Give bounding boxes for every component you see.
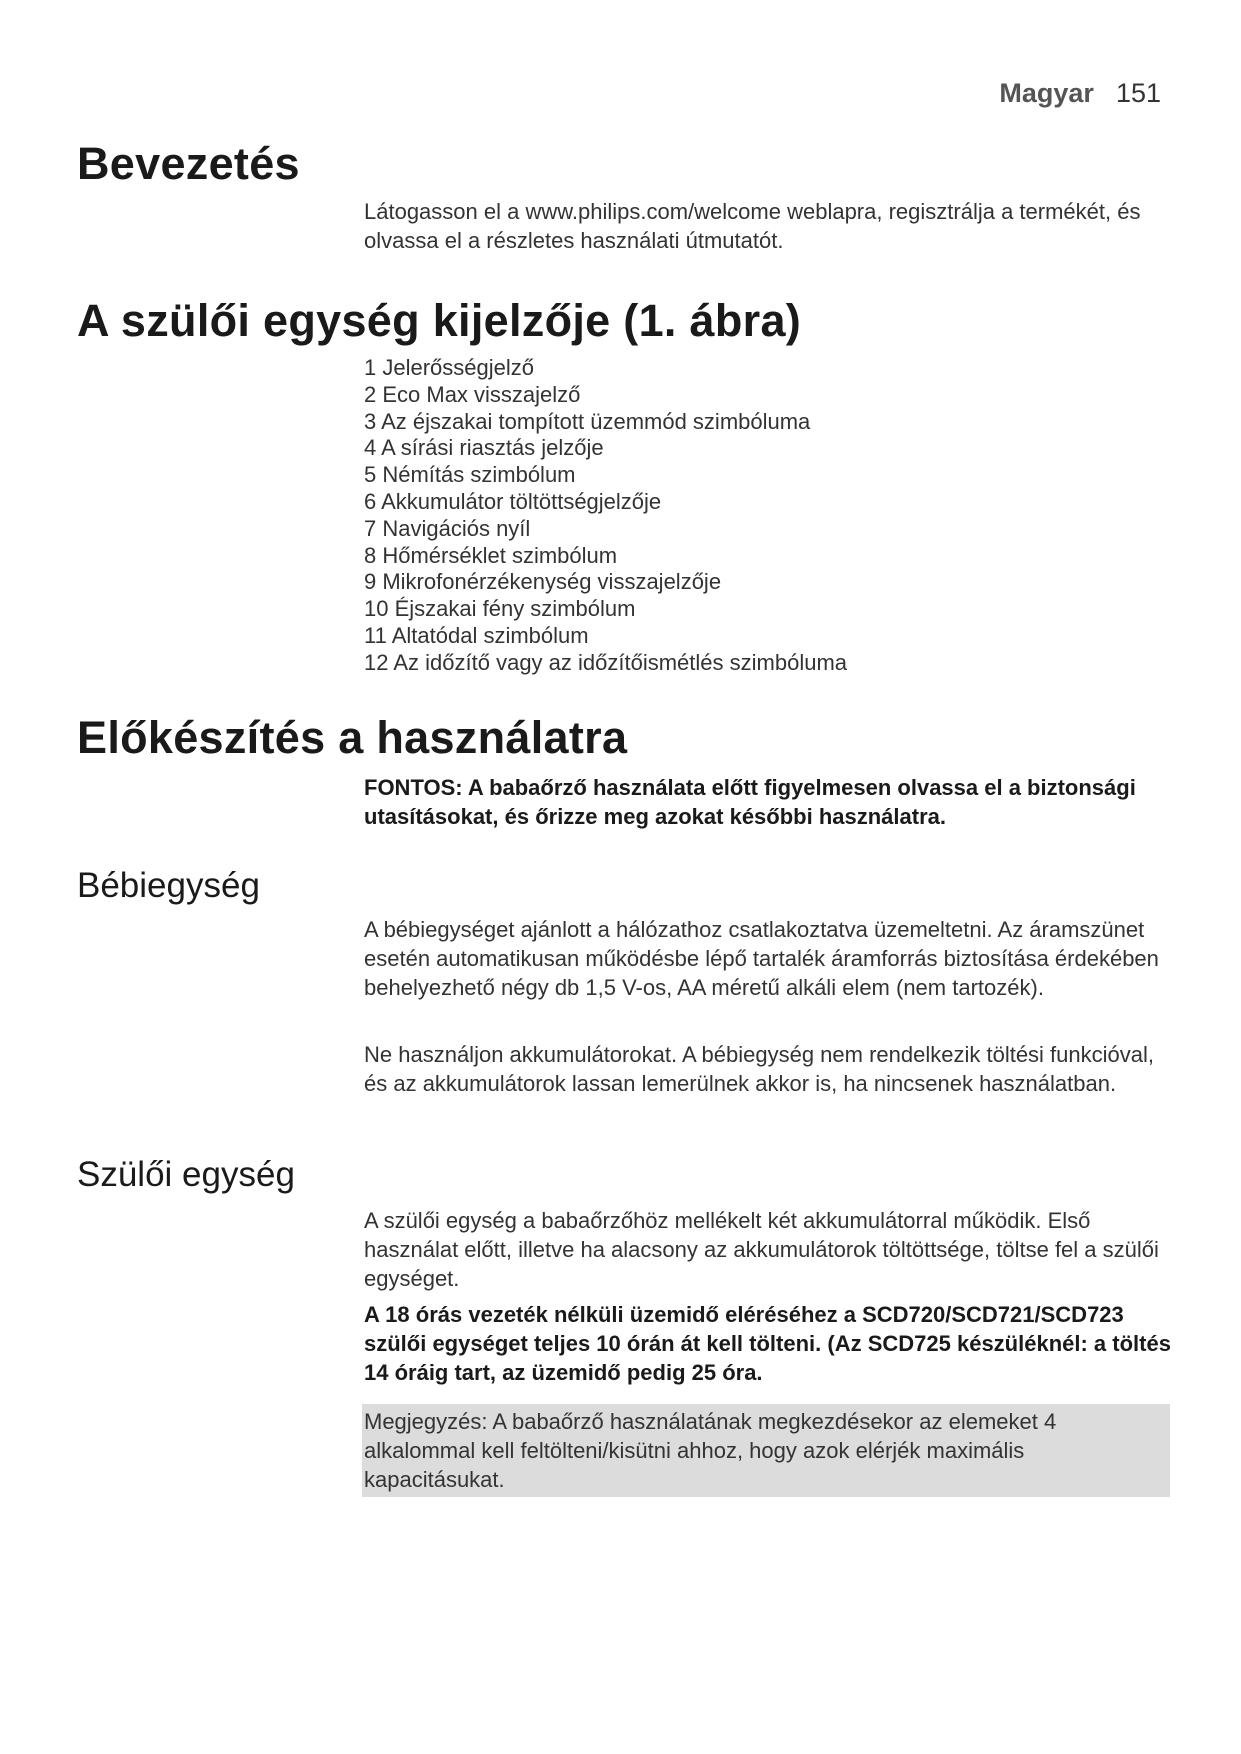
- legend-item-12: 12 Az időzítő vagy az időzítőismétlés szimbóluma: [364, 649, 848, 675]
- page-header: [999, 78, 1161, 109]
- legend-item-9: 9 Mikrofonérzékenység visszajelzője: [364, 569, 722, 595]
- note-box: Megjegyzés: A babaőrző használatának megkezdésekor az elemeket 4 alkalommal kell feltölteni/kisütni ahhoz, hogy azok elérjék maximális kapacitásukat.: [362, 1404, 1170, 1497]
- parent-unit-heading: Szülői egység: [77, 1155, 295, 1194]
- baby-unit-paragraph-1: A bébiegységet ajánlott a hálózathoz csatlakoztatva üzemeltetni. Az áramszünet esetén automatikusan működésbe lépő tartalék áramforrás biztosítása érdekében behelyezhető négy db 1,5 V-os, AA méretű alkáli elem (nem tartozék).: [364, 917, 1159, 1000]
- legend-item-5: 5 Némítás szimbólum: [364, 462, 576, 488]
- legend-item-1: 1 Jelerősségjelző: [364, 355, 534, 380]
- important-notice: FONTOS: A babaőrző használata előtt figyelmesen olvassa el a biztonsági utasításokat, és őrizze meg azokat későbbi használatra.: [364, 775, 1136, 829]
- display-legend-list: [364, 355, 847, 677]
- legend-item-6: 6 Akkumulátor töltöttségjelzője: [364, 488, 662, 514]
- baby-unit-paragraph-2: Ne használjon akkumulátorokat. A bébiegység nem rendelkezik töltési funkcióval, és az akkumulátorok lassan lemerülnek akkor is, ha nincsenek használatban.: [364, 1042, 1155, 1096]
- intro-heading: Bevezetés: [77, 138, 300, 189]
- parent-unit-charging-notice: A 18 órás vezeték nélküli üzemidő eléréséhez a SCD720/SCD721/SCD723 szülői egységet teljes 10 órán át kell tölteni. (Az SCD725 készüléknél: a töltés 14 óráig tart, az üzemidő pedig 25 óra.: [364, 1302, 1171, 1385]
- legend-item-7: 7 Navigációs nyíl: [364, 515, 531, 541]
- intro-text: Látogasson el a www.philips.com/welcome weblapra, regisztrálja a termékét, és olvassa el a részletes használati útmutatót.: [364, 199, 1141, 253]
- display-heading: A szülői egység kijelzője (1. ábra): [77, 295, 802, 346]
- header-language: Magyar: [999, 78, 1094, 108]
- legend-item-8: 8 Hőmérséklet szimbólum: [364, 542, 618, 568]
- legend-item-2: 2 Eco Max visszajelző: [364, 381, 581, 407]
- legend-item-4: 4 A sírási riasztás jelzője: [364, 435, 604, 461]
- baby-unit-heading: Bébiegység: [77, 866, 260, 905]
- legend-item-11: 11 Altatódal szimbólum: [364, 622, 589, 648]
- parent-unit-paragraph-1: A szülői egység a babaőrzőhöz mellékelt két akkumulátorral működik. Első használat előtt, illetve ha alacsony az akkumulátorok töltöttsége, töltse fel a szülői egységet.: [364, 1208, 1159, 1291]
- preparation-heading: Előkészítés a használatra: [77, 712, 628, 763]
- page-number: 151: [1115, 78, 1161, 108]
- legend-item-3: 3 Az éjszakai tompított üzemmód szimbóluma: [364, 408, 811, 434]
- legend-item-10: 10 Éjszakai fény szimbólum: [364, 596, 636, 622]
